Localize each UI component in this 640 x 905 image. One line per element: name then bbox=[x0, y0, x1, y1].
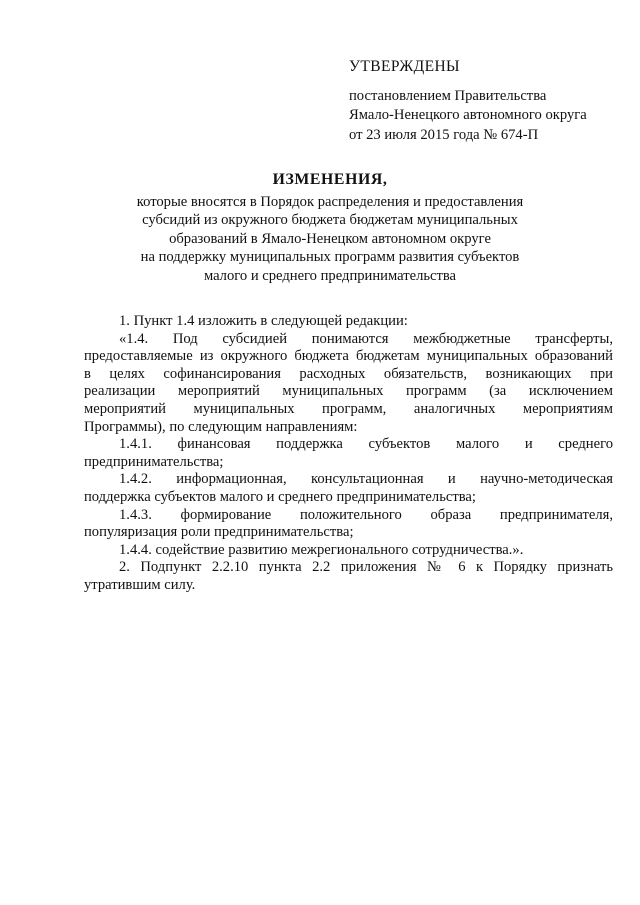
approval-line: от 23 июля 2015 года № 674-П bbox=[349, 126, 539, 143]
paragraph-line: 1. Пункт 1.4 изложить в следующей редакции: bbox=[119, 313, 408, 329]
paragraph-line: в целях софинансирования расходных обязательств, возникающих при bbox=[84, 365, 613, 382]
paragraph-line: «1.4. Под субсидией понимаются межбюджетные трансферты, bbox=[119, 330, 613, 347]
paragraph-line: реализации мероприятий муниципальных программ (за исключением bbox=[84, 383, 613, 400]
paragraph-line: предоставляемые из окружного бюджета бюджетам муниципальных образований bbox=[84, 348, 613, 365]
paragraph-item-1-4-3 bbox=[84, 507, 613, 542]
approval-heading: УТВЕРЖДЕНЫ bbox=[349, 58, 460, 75]
document-subtitle-line: образований в Ямало-Ненецком автономном округе bbox=[169, 230, 491, 247]
document-subtitle-line: субсидий из окружного бюджета бюджетам муниципальных bbox=[142, 212, 518, 229]
paragraph-item-1-4-4 bbox=[84, 542, 613, 560]
paragraph-item-1 bbox=[84, 313, 613, 331]
document-subtitle-line: на поддержку муниципальных программ развития субъектов bbox=[140, 249, 520, 266]
paragraph-line: 1.4.4. содействие развитию межрегионального сотрудничества.». bbox=[119, 541, 524, 558]
document-title-block bbox=[110, 171, 550, 286]
paragraph-item-1-4-definition bbox=[84, 331, 613, 437]
paragraph-line: поддержка субъектов малого и среднего предпринимательства; bbox=[84, 488, 476, 505]
paragraph-line: 1.4.1. финансовая поддержка субъектов малого и среднего bbox=[119, 436, 613, 453]
paragraph-line: утратившим силу. bbox=[84, 576, 196, 593]
document-title: ИЗМЕНЕНИЯ, bbox=[272, 171, 388, 188]
paragraph-line: предпринимательства; bbox=[84, 453, 224, 470]
approval-line: Ямало-Ненецкого автономного округа bbox=[349, 107, 587, 123]
paragraph-line: 1.4.3. формирование положительного образа предпринимателя, bbox=[119, 506, 613, 523]
document-subtitle-line: которые вносятся в Порядок распределения и предоставления bbox=[136, 193, 524, 210]
paragraph-line: популяризация роли предпринимательства; bbox=[84, 524, 354, 541]
approval-line: постановлением Правительства bbox=[349, 87, 547, 104]
approval-stamp bbox=[349, 57, 629, 145]
paragraph-line: Программы), по следующим направлениям: bbox=[84, 418, 358, 435]
paragraph-line: 2. Подпункт 2.2.10 пункта 2.2 приложения № 6 к Порядку признать bbox=[119, 559, 613, 576]
paragraph-item-2 bbox=[84, 559, 613, 594]
paragraph-item-1-4-2 bbox=[84, 471, 613, 506]
document-subtitle-line: малого и среднего предпринимательства bbox=[203, 267, 457, 284]
paragraph-item-1-4-1 bbox=[84, 436, 613, 471]
paragraph-line: 1.4.2. информационная, консультационная и научно-методическая bbox=[119, 471, 613, 488]
paragraph-line: мероприятий муниципальных программ, аналогичных мероприятиям bbox=[84, 400, 613, 417]
document-body bbox=[84, 313, 613, 595]
